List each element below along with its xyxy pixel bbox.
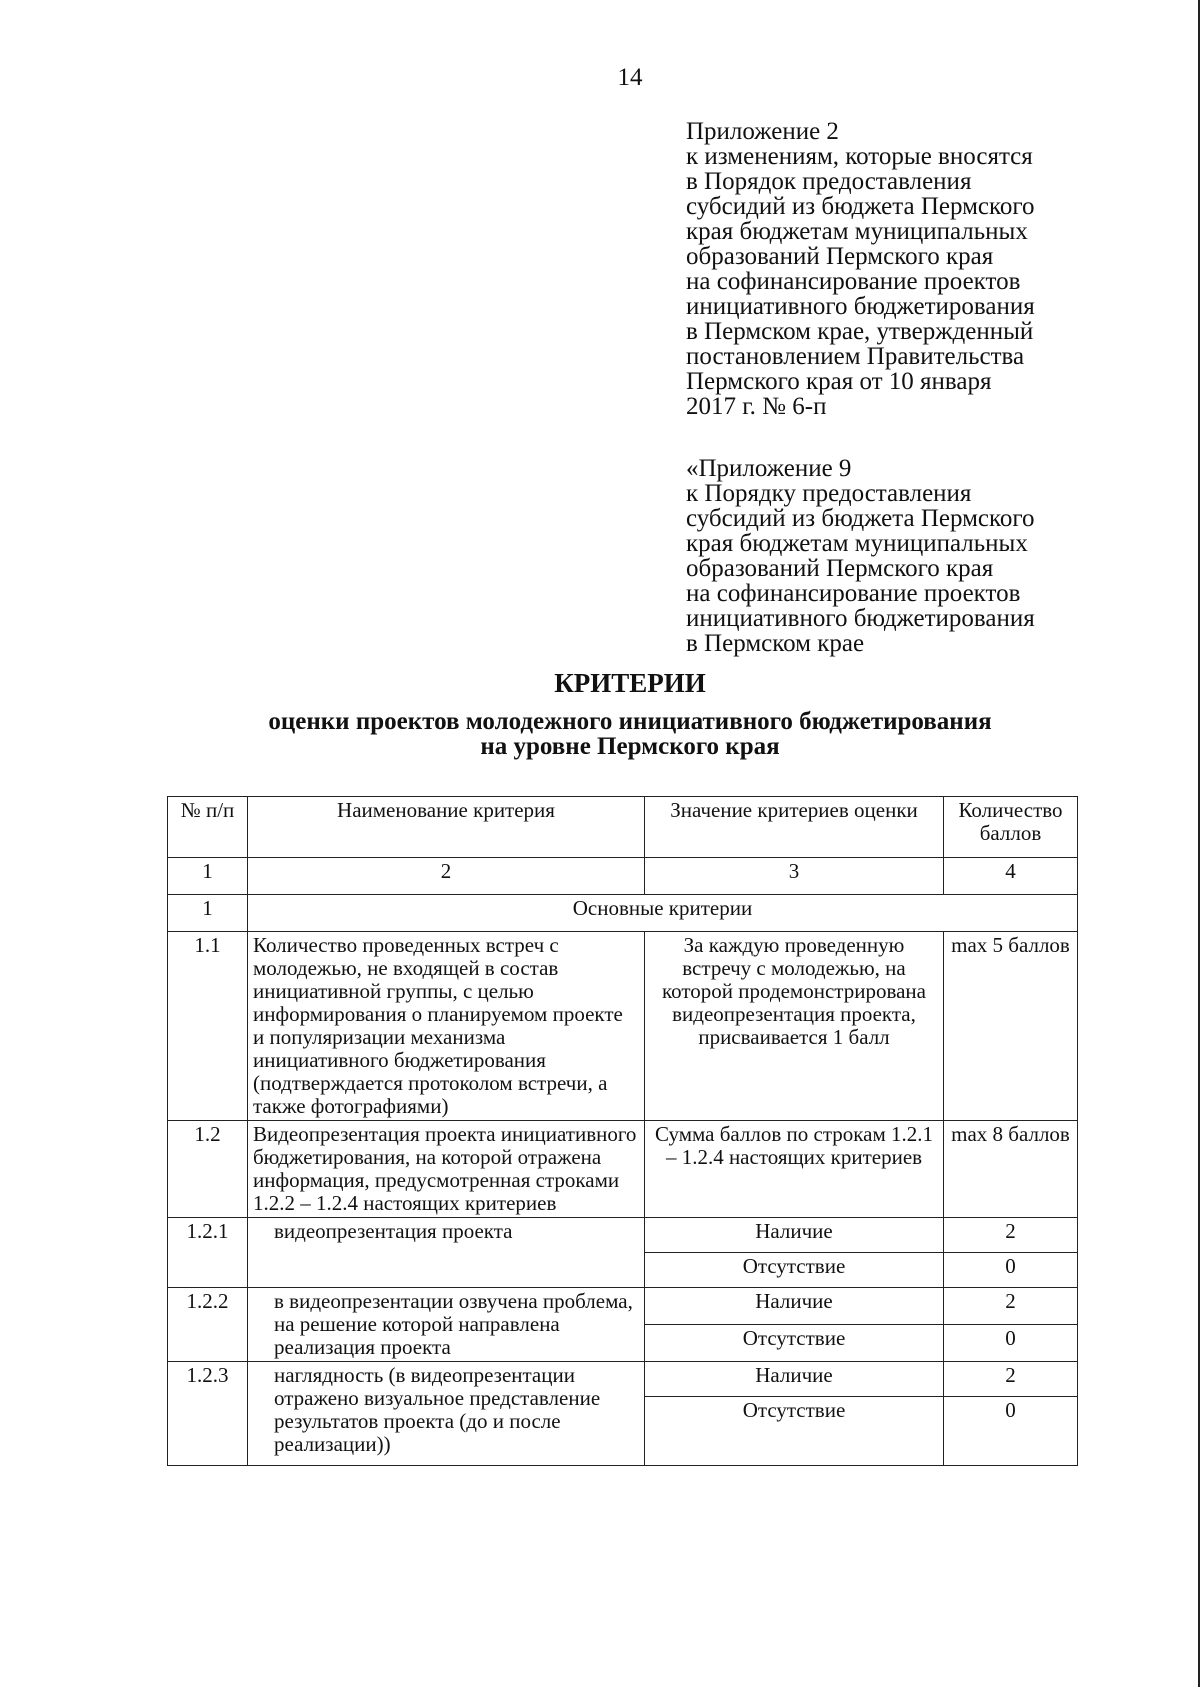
row-number: 1.2.3 [168, 1362, 248, 1466]
subtitle-line: на уровне Пермского края [480, 733, 780, 760]
annex-2-line: инициативного бюджетирования [686, 605, 1035, 632]
section-number: 1 [168, 895, 248, 932]
table-row [168, 1121, 1078, 1218]
criterion-option: Отсутствие [645, 1397, 944, 1466]
row-number: 1.1 [168, 932, 248, 1121]
criterion-option: Наличие [645, 1362, 944, 1397]
criterion-value: Сумма баллов по строкам 1.2.1 – 1.2.4 настоящих критериев [645, 1121, 944, 1218]
column-number: 3 [645, 858, 944, 895]
criterion-option: Наличие [645, 1288, 944, 1325]
criterion-option: Наличие [645, 1218, 944, 1253]
header-number: № п/п [168, 797, 248, 858]
criterion-value: За каждую проведенную встречу с молодежью, на которой продемонстрирована видеопрезентация проекта, присваивается 1 балл [645, 932, 944, 1121]
header-criterion-name: Наименование критерия [248, 797, 645, 858]
criterion-name: Видеопрезентация проекта инициативного бюджетирования, на которой отражена информация, предусмотренная строками 1.2.2 – 1.2.4 настоящих критериев [248, 1121, 645, 1218]
criterion-option-points: 0 [944, 1397, 1078, 1466]
criterion-option-points: 2 [944, 1288, 1078, 1325]
annex-2-line: на софинансирование проектов [686, 580, 1021, 607]
annex-1-line: в Порядок предоставления [686, 168, 972, 195]
row-number: 1.2.2 [168, 1288, 248, 1362]
annex-1-line: 2017 г. № 6-п [686, 393, 827, 420]
annex-1-line: инициативного бюджетирования [686, 293, 1035, 320]
table-row [168, 1288, 1078, 1325]
row-number: 1.2.1 [168, 1218, 248, 1288]
subtitle-line: оценки проектов молодежного инициативного бюджетирования [268, 708, 992, 735]
annex-1-line: субсидий из бюджета Пермского [686, 193, 1035, 220]
page-number: 14 [617, 64, 643, 91]
criterion-option: Отсутствие [645, 1253, 944, 1288]
criterion-option: Отсутствие [645, 1325, 944, 1362]
document-title: КРИТЕРИИ [554, 668, 706, 698]
criterion-name: наглядность (в видеопрезентации отражено визуальное представление результатов проекта (до и после реализации)) [248, 1362, 645, 1466]
table-row [168, 1218, 1078, 1253]
criterion-option-points: 0 [944, 1253, 1078, 1288]
annex-block-1 [686, 119, 1106, 419]
criterion-option-points: 2 [944, 1362, 1078, 1397]
criterion-name: в видеопрезентации озвучена проблема, на решение которой направлена реализация проекта [248, 1288, 645, 1362]
column-numbers-row [168, 858, 1078, 895]
annex-1-line: образований Пермского края [686, 243, 994, 270]
table-row [168, 1362, 1078, 1397]
annex-2-line: в Пермском крае [686, 630, 865, 657]
header-criterion-value: Значение критериев оценки [645, 797, 944, 858]
criterion-points: max 8 баллов [944, 1121, 1078, 1218]
annex-1-line: к изменениям, которые вносятся [686, 143, 1033, 170]
table-header-row [168, 797, 1078, 858]
criterion-name: видеопрезентация проекта [248, 1218, 645, 1288]
table-row [168, 932, 1078, 1121]
annex-1-line: на софинансирование проектов [686, 268, 1021, 295]
document-subtitle [0, 709, 1200, 759]
column-number: 1 [168, 858, 248, 895]
criterion-option-points: 0 [944, 1325, 1078, 1362]
annex-2-line: к Порядку предоставления [686, 480, 972, 507]
criteria-table [167, 796, 1078, 1466]
annex-1-line: Приложение 2 [686, 118, 839, 145]
criterion-points: max 5 баллов [944, 932, 1078, 1121]
header-points: Количество баллов [944, 797, 1078, 858]
column-number: 2 [248, 858, 645, 895]
criterion-name: Количество проведенных встреч с молодежью, не входящей в состав инициативной группы, с целью информирования о планируемом проекте и популяризации механизма инициативного бюджетирования (подтверждается протоколом встречи, а также фотографиями) [248, 932, 645, 1121]
annex-2-line: края бюджетам муниципальных [686, 530, 1028, 557]
annex-2-line: «Приложение 9 [686, 455, 852, 482]
section-title: Основные критерии [248, 895, 1078, 932]
section-row [168, 895, 1078, 932]
annex-2-line: субсидий из бюджета Пермского [686, 505, 1035, 532]
annex-1-line: Пермского края от 10 января [686, 368, 992, 395]
annex-block-2 [686, 456, 1106, 656]
criterion-option-points: 2 [944, 1218, 1078, 1253]
column-number: 4 [944, 858, 1078, 895]
annex-2-line: образований Пермского края [686, 555, 994, 582]
annex-1-line: постановлением Правительства [686, 343, 1025, 370]
annex-1-line: края бюджетам муниципальных [686, 218, 1028, 245]
annex-1-line: в Пермском крае, утвержденный [686, 318, 1034, 345]
row-number: 1.2 [168, 1121, 248, 1218]
